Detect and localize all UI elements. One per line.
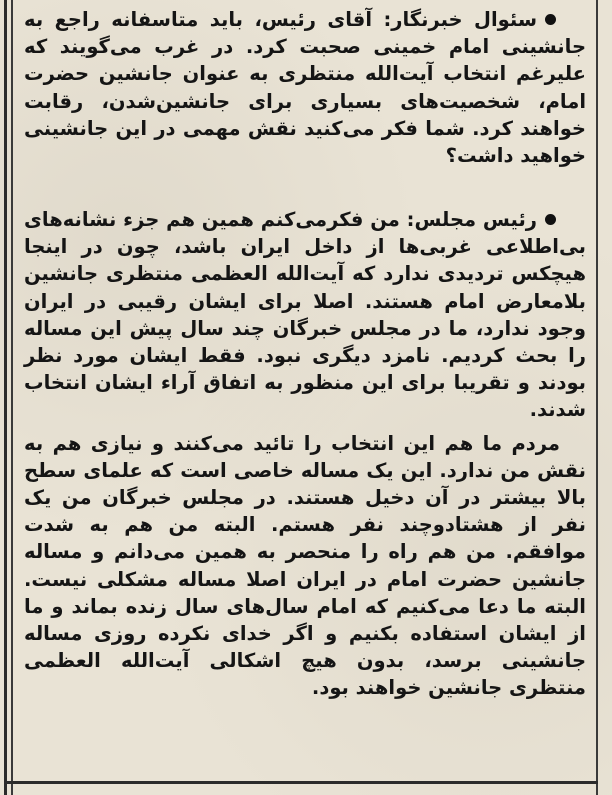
answer-text-1: رئیس مجلس: من فکرمی‌کنم همین هم جزء نشانه‌های بی‌اطلاعی غربی‌ها از داخل ایران باشد، چون در اینجا هیچکس تردیدی ندارد که آیت‌الله العظمی منتظری جانشین بلامعارض امام هستند. اصلا برای ایشان رقیبی در ایران وجود ندارد، ما در مجلس خبرگان چند سال پیش این مساله را بحث کردیم. نامزد دیگری نبود. فقط ایشان مورد نظر بودند و تقریبا برای این منظور به اتفاق آراء ایشان انتخاب شدند.	[24, 208, 586, 422]
column-border-bottom	[4, 781, 598, 784]
answer-paragraph-1	[24, 206, 586, 424]
bullet-dot-icon	[545, 14, 556, 25]
column-border-left-inner	[11, 0, 13, 795]
bullet-dot-icon	[545, 214, 556, 225]
column-border-right	[596, 0, 598, 795]
answer-paragraph-2	[24, 430, 586, 702]
question-text: سئوال خبرنگار: آقای رئیس، باید متاسفانه راجع به جانشینی امام خمینی صحبت کرد. در غرب می‌گویند که علیرغم انتخاب آیت‌الله منتظری به عنوان جانشین حضرت امام، شخصیت‌های بسیاری برای جانشین‌شدن، رقابت خواهند کرد. شما فکر می‌کنید نقش مهمی در این جانشینی خواهید داشت؟	[24, 8, 586, 168]
interview-article	[24, 6, 586, 772]
answer-text-2: مردم ما هم این انتخاب را تائید می‌کنند و نیازی هم به نقش من ندارد. این یک مساله خاصی است که علمای سطح بالا بیشتر در آن دخیل هستند. در مجلس خبرگان من یک نفر از هشتادوچند نفر هستم. البته من هم به شدت موافقم. من هم راه را منحصر به همین می‌دانم و مساله جانشین حضرت امام در ایران اصلا مساله مشکلی نیست. البته ما دعا می‌کنیم که امام سال‌های سال زنده بماند و ما از ایشان استفاده بکنیم و اگر خدای نکرده روزی مساله جانشینی برسد، بدون هیچ اشکالی آیت‌الله العظمی منتظری جانشین خواهند بود.	[24, 431, 586, 700]
question-paragraph	[24, 6, 586, 196]
column-border-left-outer	[4, 0, 7, 795]
